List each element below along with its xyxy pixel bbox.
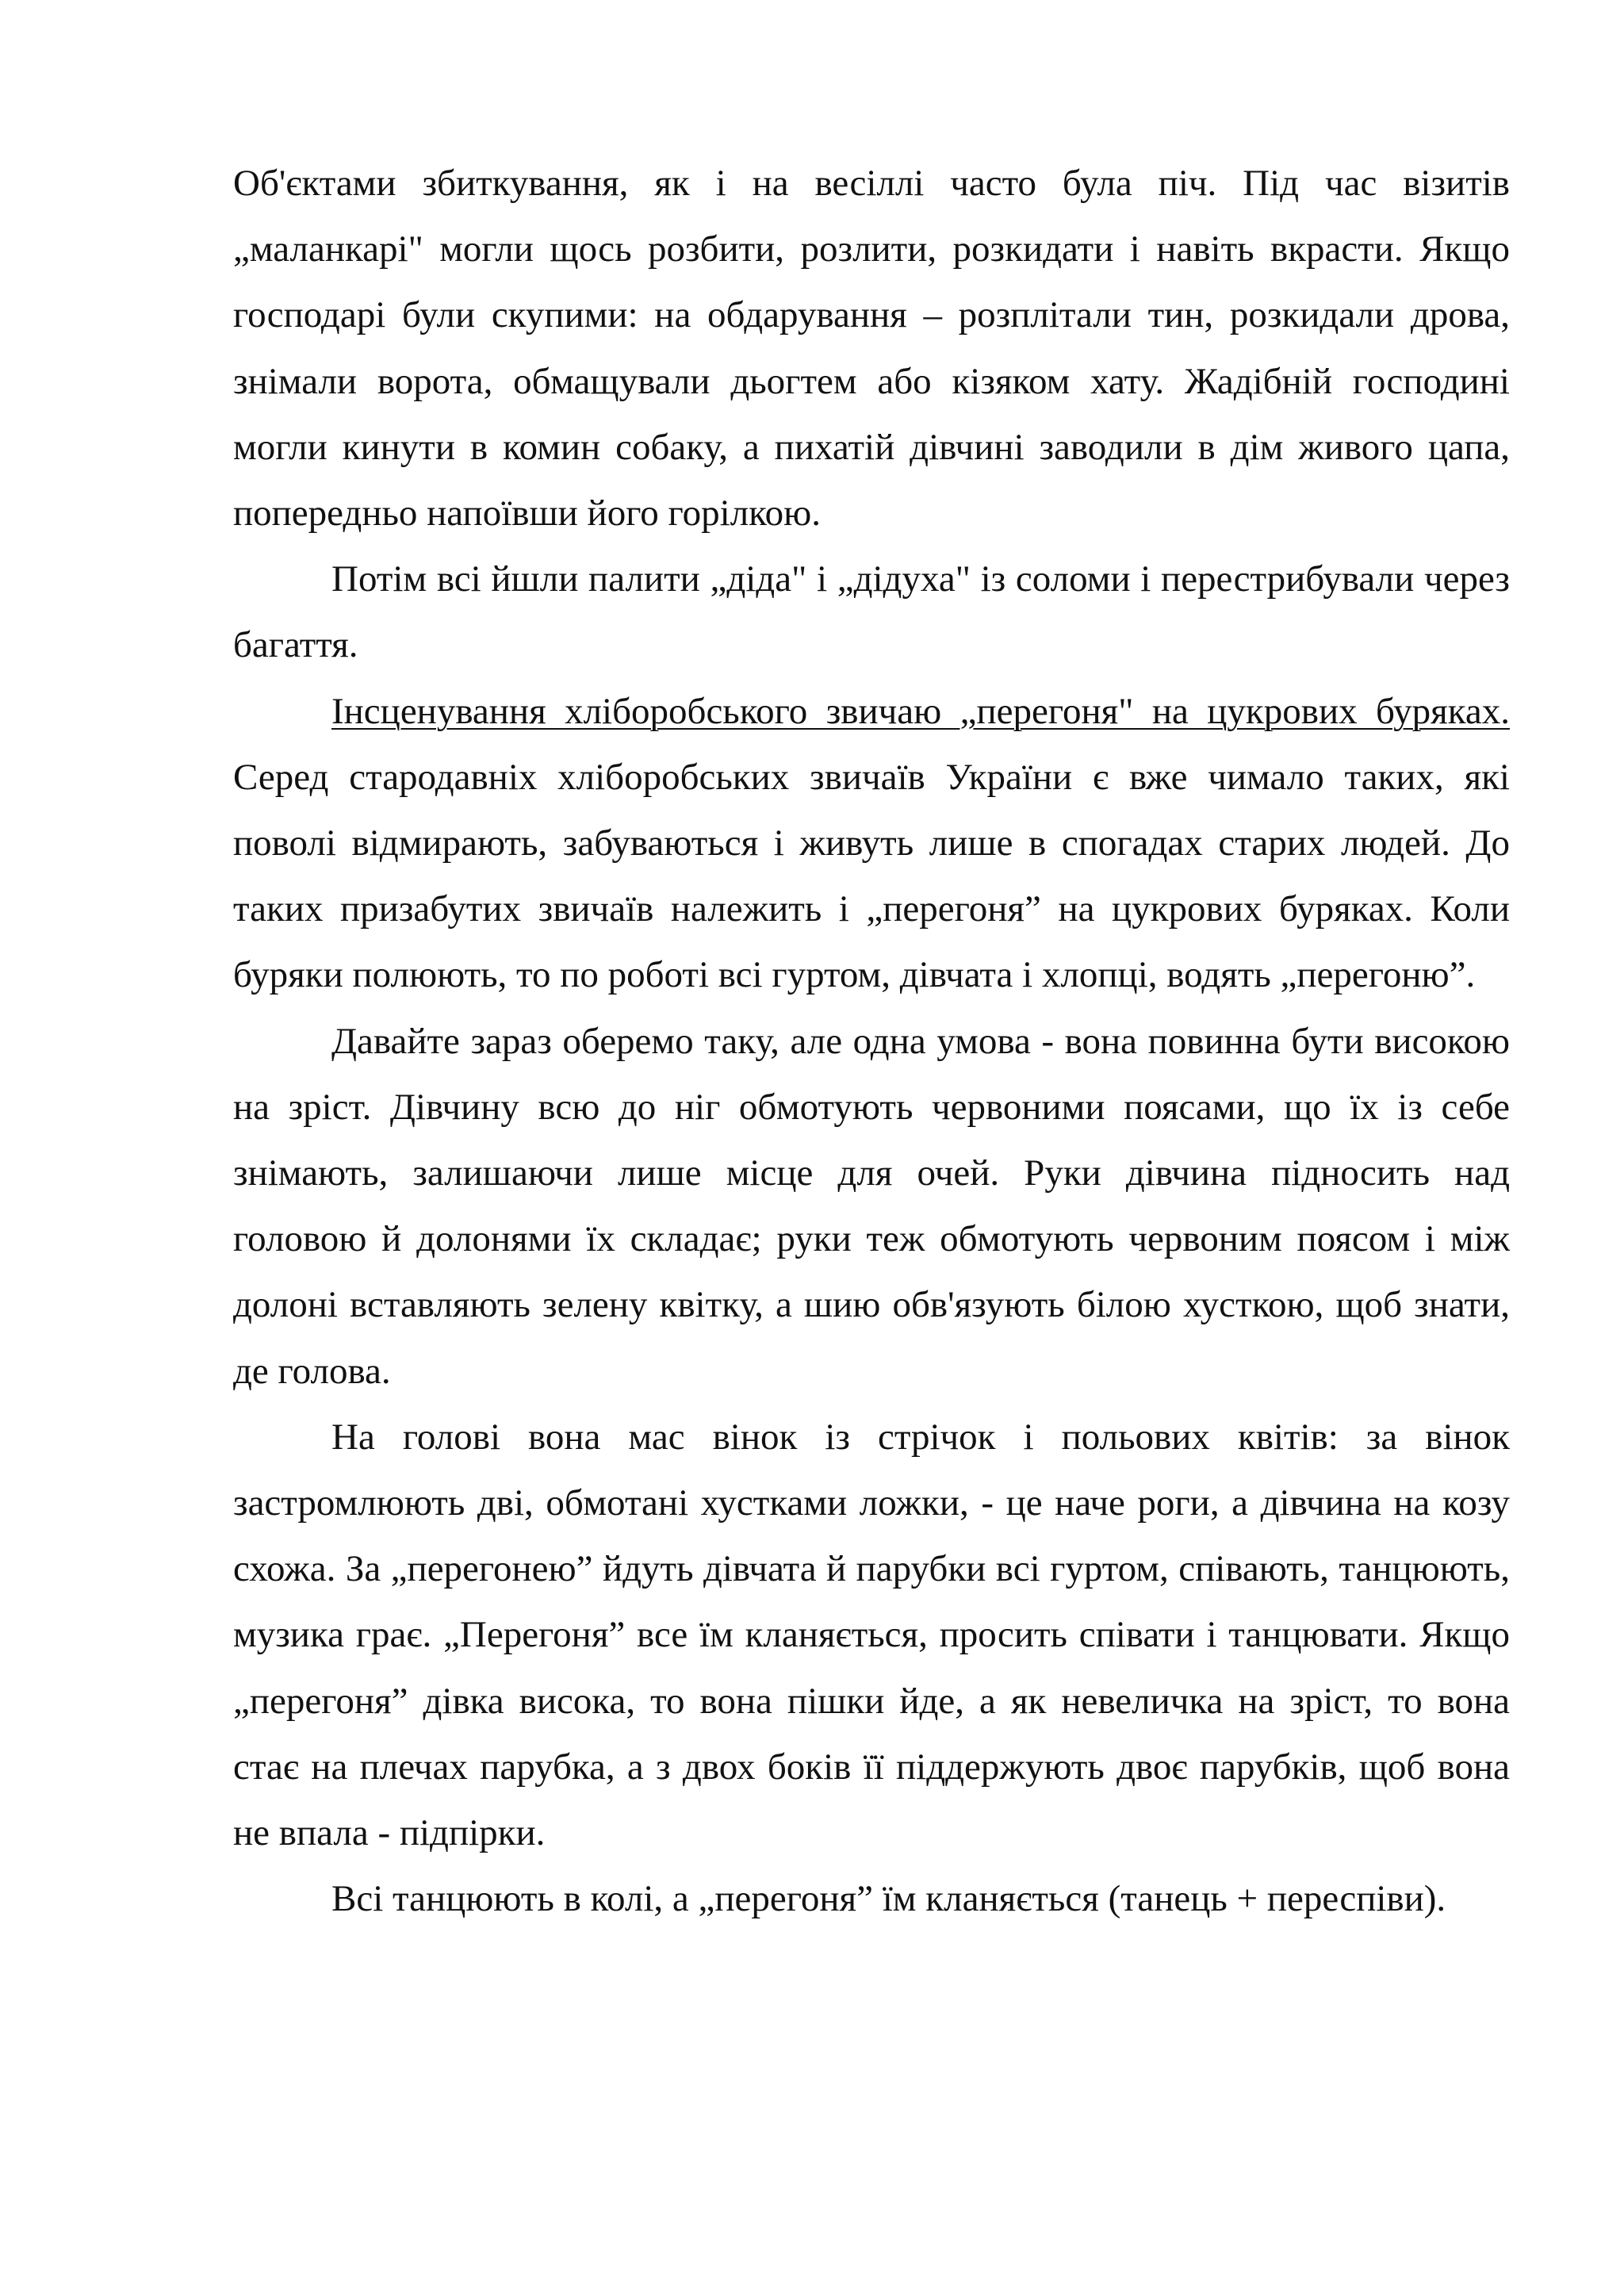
section-heading: Інсценування хліборобського звичаю „перегоня" на цукрових буряках.	[331, 690, 1510, 732]
paragraph-wreath-and-procession	[233, 1405, 1510, 1866]
paragraph-text: Всі танцюють в колі, а „перегоня” їм кланяється (танець + переспіви).	[331, 1878, 1446, 1920]
paragraph-text: Давайте зараз оберемо таку, але одна умова - вона повинна бути високою на зріст. Дівчину всю до ніг обмотують червоними поясами, що їх із себе знімають, залишаючи лише місце для очей. Руки дівчина підносить над головою й долонями їх складає; руки теж обмотують червоним поясом і між долоні вставляють зелену квітку, а шию обв'язують білою хусткою, щоб знати, де голова.	[233, 1020, 1510, 1392]
paragraph-text: Потім всі йшли палити „діда" і „дідуха" із соломи і перестрибували через багаття.	[233, 558, 1510, 666]
paragraph-circle-dance	[233, 1866, 1510, 1932]
paragraph-choosing-girl	[233, 1009, 1510, 1405]
paragraph-text: Серед стародавніх хліборобських звичаїв України є вже чимало таких, які поволі відмирають, забуваються і живуть лише в спогадах старих людей. До таких призабутих звичаїв належить і „перегоня” на цукрових буряках. Коли буряки полюють, то по роботі всі гуртом, дівчата і хлопці, водять „перегоню”.	[233, 756, 1510, 996]
paragraph-text: На голові вона мас вінок із стрічок і польових квітів: за вінок застромлюють дві, обмотані хустками ложки, - це наче роги, а дівчина на козу схожа. За „перегонею” йдуть дівчата й парубки всі гуртом, співають, танцюють, музика грає. „Перегоня” все їм кланяється, просить співати і танцювати. Якщо „перегоня” дівка висока, то вона пішки йде, а як невеличка на зріст, то вона стає на плечах парубка, а з двох боків її піддержують двоє парубків, щоб вона не впала - підпірки.	[233, 1416, 1510, 1854]
paragraph-perehonia-intro	[233, 679, 1510, 1009]
paragraph-text: Об'єктами збиткування, як і на весіллі часто була піч. Під час візитів „маланкарі" могли щось розбити, розлити, розкидати і навіть вкрасти. Якщо господарі були скупими: на обдарування – розплітали тин, розкидали дрова, знімали ворота, обмащували дьогтем або кізяком хату. Жадібній господині могли кинути в комин собаку, а пихатій дівчині заводили в дім живого цапа, попередньо напоївши його горілкою.	[233, 163, 1510, 535]
document-body	[233, 151, 1510, 1932]
paragraph-maliankari-pranks	[233, 151, 1510, 546]
paragraph-burning-didukh	[233, 546, 1510, 678]
